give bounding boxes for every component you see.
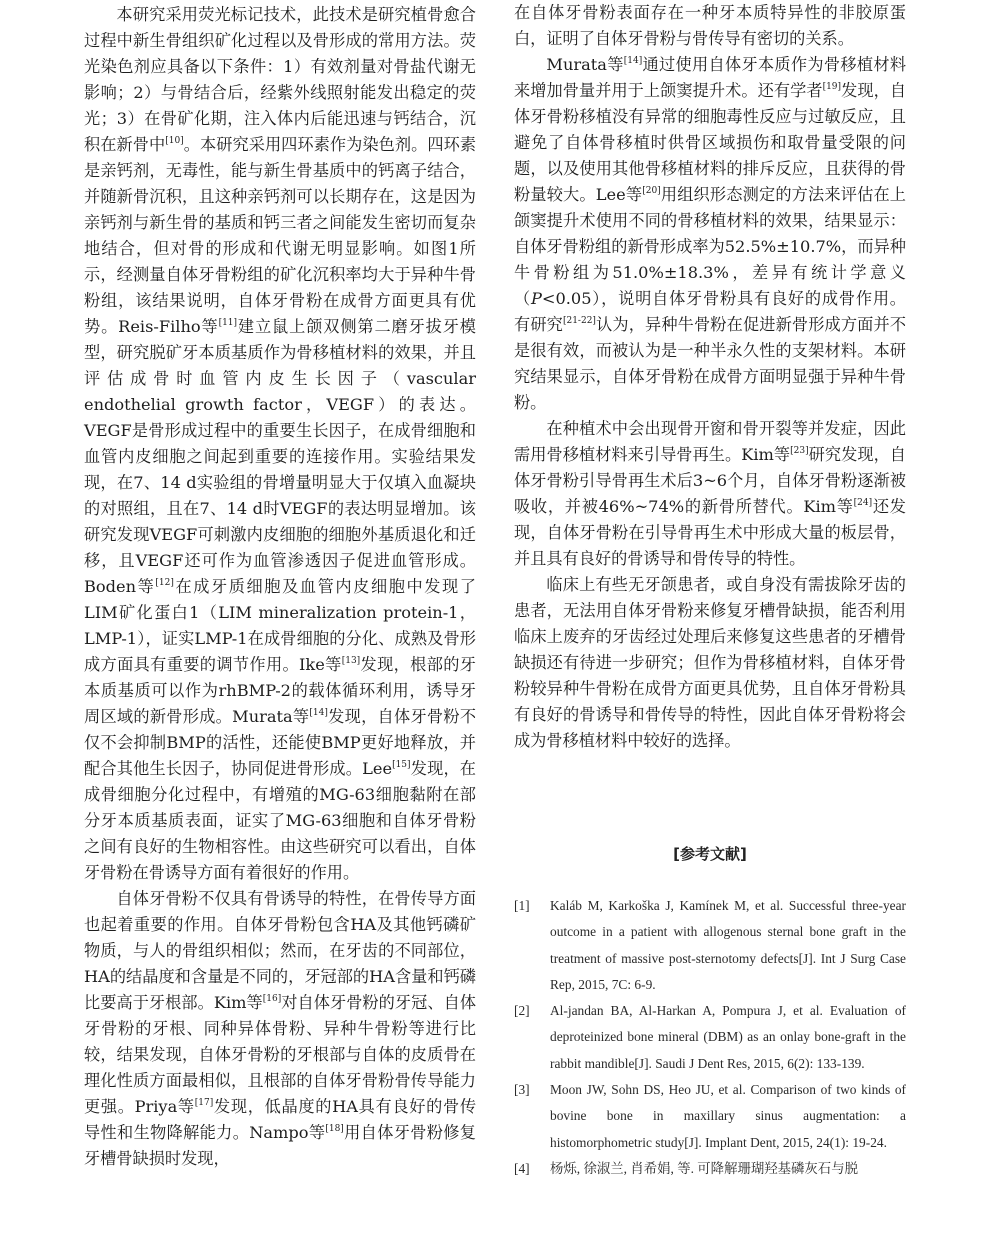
text-run: 在成牙质细胞及血管内皮细胞中发现了LIM矿化蛋白1（LIM mineralization protein-1，LMP-1），证实LMP-1在成骨细胞的分化、成熟及骨形成方面具有重要的调节作用。Ike等 xyxy=(84,577,476,674)
references-list xyxy=(514,893,906,1182)
text-run: Murata等 xyxy=(546,55,624,74)
reference-number: [3] xyxy=(514,1082,530,1098)
text-run: 发现，低晶度的HA具有良好的骨传导性和生物降解能力。Nampo等 xyxy=(84,1097,477,1142)
citation-marker: [23] xyxy=(790,446,809,456)
reference-item xyxy=(514,1156,906,1182)
paragraph xyxy=(514,416,906,572)
paragraph-continuation xyxy=(514,0,906,52)
text-run: 发现，在成骨细胞分化过程中，有增殖的MG-63细胞黏附在部分牙本质基质表面，证实了MG-63细胞和自体牙骨粉之间有良好的生物相容性。由这些研究可以看出，自体牙骨粉在骨诱导方面有着很好的作用。 xyxy=(84,759,476,882)
text-run: 建立鼠上颌双侧第二磨牙拔牙模型，研究脱矿牙本质基质作为骨移植材料的效果，并且评估成骨时血管内皮生长因子（vascular endothelial growth factor，VEGF）的表达。VEGF是骨形成过程中的重要生长因子，在成骨细胞和血管内皮细胞之间起到重要的连接作用。实验结果发现，在7、14 d实验组的骨增量明显大于仅填入血凝块的对照组，且在7、14 d时VEGF的表达明显增加。该研究发现VEGF可刺激内皮细胞的细胞外基质退化和迁移，且VEGF还可作为血管渗透因子促进血管形成。Boden等 xyxy=(84,317,476,596)
citation-marker: [16] xyxy=(262,994,282,1004)
text-run: 本研究采用荧光标记技术，此技术是研究植骨愈合过程中新生骨组织矿化过程以及骨形成的常用方法。荧光染色剂应具备以下条件：1）有效剂量对骨盐代谢无影响；2）与骨结合后，经紫外线照射能发出稳定的荧光；3）在骨矿化期，注入体内后能迅速与钙结合，沉积在新骨中 xyxy=(84,5,476,154)
text-run: 临床上有些无牙颌患者，或自身没有需拔除牙齿的患者，无法用自体牙骨粉来修复牙槽骨缺损，能否利用临床上废弃的牙齿经过处理后来修复这些患者的牙槽骨缺损还有待进一步研究；但作为骨移植材料，自体牙骨粉较异种牛骨粉在成骨方面更具优势，且自体牙骨粉具有良好的骨诱导和骨传导的特性，因此自体牙骨粉将会成为骨移植材料中较好的选择。 xyxy=(514,575,906,750)
citation-marker: [14] xyxy=(309,708,328,718)
reference-text: Kaláb M, Karkoška J, Kamínek M, et al. Successful three-year outcome in a patient with allogenous sternal bone graft in the treatment of massive post-sternotomy defects[J]. Int J Surg Case Rep, 2015, 7C: 6-9. xyxy=(550,898,906,992)
text-run: 发现，自体牙骨粉移植没有异常的细胞毒性反应与过敏反应，且避免了自体骨移植时供骨区域损伤和取骨量受限的问题，以及使用其他骨移植材料的排斥反应，且获得的骨粉量较大。Lee等 xyxy=(514,81,907,204)
citation-marker: [18] xyxy=(325,1124,344,1134)
reference-text: 杨烁, 徐淑兰, 肖希娟, 等. 可降解珊瑚羟基磷灰石与脱 xyxy=(550,1160,858,1176)
paragraph xyxy=(84,2,476,886)
text-run: 发现，根部的牙本质基质可以作为rhBMP-2的载体循环利用，诱导牙周区域的新骨形成。Murata等 xyxy=(84,655,476,726)
reference-item xyxy=(514,1077,906,1156)
right-column xyxy=(514,0,906,754)
references-heading: [参考文献] xyxy=(673,845,747,863)
citation-marker: [13] xyxy=(341,656,361,666)
reference-item xyxy=(514,893,906,998)
citation-marker: [15] xyxy=(392,760,411,770)
reference-number: [1] xyxy=(514,898,530,913)
paragraph xyxy=(514,52,906,416)
text-run: 在自体牙骨粉表面存在一种牙本质特异性的非胶原蛋白，证明了自体牙骨粉与骨传导有密切的关系。 xyxy=(514,3,906,48)
citation-marker: [11] xyxy=(218,318,238,328)
paragraph xyxy=(514,572,906,754)
citation-marker: [10] xyxy=(165,136,184,146)
text-run: 用组织形态测定的方法来评估在上颌窦提升术使用不同的骨移植材料的效果，结果显示：自体牙骨粉组的新骨形成率为52.5%±10.7%，而异种牛骨粉组为51.0%±18.3%，差异有统计学意义（ xyxy=(514,185,906,308)
citation-marker: [17] xyxy=(194,1098,214,1108)
citation-marker: [19] xyxy=(822,82,842,92)
citation-marker: [12] xyxy=(155,578,174,588)
citation-marker: [24] xyxy=(853,498,873,508)
text-run: 。本研究采用四环素作为染色剂。四环素是亲钙剂，无毒性，能与新生骨基质中的钙离子结合，并随新骨沉积，且这种亲钙剂可以长期存在，这是因为亲钙剂与新生骨的基质和钙三者之间能发生密切而复杂地结合，但对骨的形成和代谢无明显影响。如图1所示，经测量自体牙骨粉组的矿化沉积率均大于异种牛骨粉组，该结果说明，自体牙骨粉在成骨方面更具有优势。Reis-Filho等 xyxy=(84,135,477,336)
reference-text: Moon JW, Sohn DS, Heo JU, et al. Comparison of two kinds of bovine bone in maxillary sinus augmentation: a histomorphometric study[J]. Implant Dent, 2015, 24(1): 19-24. xyxy=(550,1082,906,1150)
text-run: 通过使用自体牙本质作为骨移植材料来增加骨量并用于上颌窦提升术。还有学者 xyxy=(514,55,907,100)
reference-number: [4] xyxy=(514,1160,530,1176)
citation-marker: [20] xyxy=(642,186,661,196)
italic-text: P xyxy=(530,289,542,308)
left-column xyxy=(84,0,476,1172)
text-run: 自体牙骨粉不仅具有骨诱导的特性，在骨传导方面也起着重要的作用。自体牙骨粉包含HA及其他钙磷矿物质，与人的骨组织相似；然而，在牙齿的不同部位，HA的结晶度和含量是不同的，牙冠部的HA含量和钙磷比要高于牙根部。Kim等 xyxy=(84,889,476,1012)
text-run: 在种植术中会出现骨开窗和骨开裂等并发症，因此需用骨移植材料来引导骨再生。Kim等 xyxy=(514,419,906,464)
text-run: 研究发现，自体牙骨粉引导骨再生术后3~6个月，自体牙骨粉逐渐被吸收，并被46%~74%的新骨所替代。Kim等 xyxy=(514,445,906,516)
citation-marker: [14] xyxy=(623,56,643,66)
text-run: 还发现，自体牙骨粉在引导骨再生术中形成大量的板层骨，并且具有良好的骨诱导和骨传导的特性。 xyxy=(514,497,906,568)
text-run: 发现，自体牙骨粉不仅不会抑制BMP的活性，还能使BMP更好地释放，并配合其他生长因子，协同促进骨形成。Lee xyxy=(84,707,477,778)
text-run: 用自体牙骨粉修复牙槽骨缺损时发现， xyxy=(84,1123,476,1168)
reference-item xyxy=(514,998,906,1077)
citation-marker: [21-22] xyxy=(562,316,596,326)
reference-number: [2] xyxy=(514,1003,530,1019)
text-run: 认为，异种牛骨粉在促进新骨形成方面并不是很有效，而被认为是一种半永久性的支架材料。本研究结果显示，自体牙骨粉在成骨方面明显强于异种牛骨粉。 xyxy=(514,315,907,412)
reference-text: Al-jandan BA, Al-Harkan A, Pompura J, et al. Evaluation of deproteinized bone mineral (DBM) as an onlay bone-graft in the rabbit mandible[J]. Saudi J Dent Res, 2015, 6(2): 133-139. xyxy=(550,1003,906,1071)
text-run: <0.05），说明自体牙骨粉具有良好的成骨作用。有研究 xyxy=(514,289,906,334)
text-run: 对自体牙骨粉的牙冠、自体牙骨粉的牙根、同种异体骨粉、异种牛骨粉等进行比较，结果发现，自体牙骨粉的牙根部与自体的皮质骨在理化性质方面最相似，且根部的自体牙骨粉骨传导能力更强。Priya等 xyxy=(84,993,477,1116)
paragraph xyxy=(84,886,476,1172)
